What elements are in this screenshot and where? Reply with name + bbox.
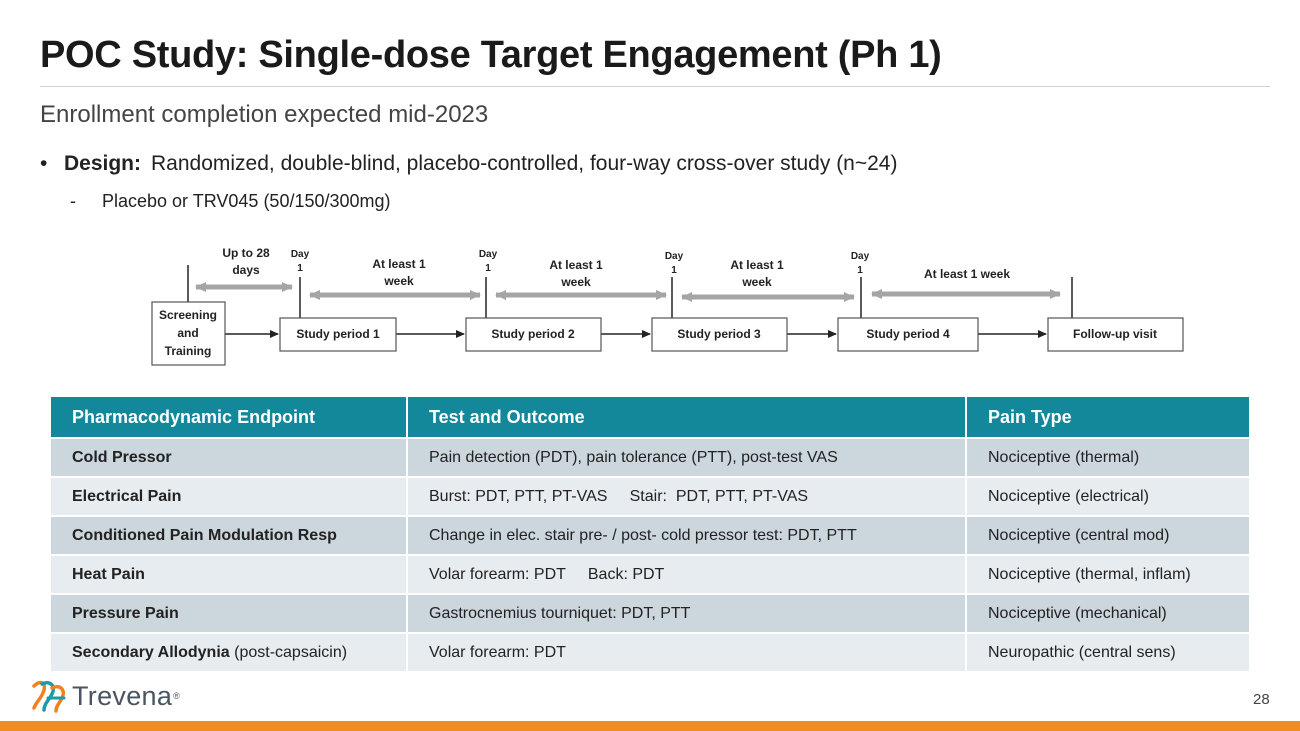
pain-type-cell: Neuropathic (central sens) bbox=[966, 633, 1249, 671]
day-label: 1 bbox=[671, 265, 677, 276]
slide-subtitle: Enrollment completion expected mid-2023 bbox=[40, 101, 489, 128]
test-cell: Change in elec. stair pre- / post- cold pressor test: PDT, PTT bbox=[407, 516, 966, 555]
upto-label: Up to 28 bbox=[222, 246, 270, 260]
slide-title: POC Study: Single-dose Target Engagement (Ph 1) bbox=[40, 34, 942, 76]
title-divider bbox=[40, 86, 1270, 87]
pain-type-cell: Nociceptive (electrical) bbox=[966, 477, 1249, 516]
gap-label: week bbox=[384, 274, 414, 288]
study-period-3-label: Study period 3 bbox=[677, 327, 761, 341]
follow-up-label: Follow-up visit bbox=[1073, 327, 1157, 341]
pain-type-cell: Nociceptive (central mod) bbox=[966, 516, 1249, 555]
test-cell: Volar forearm: PDT bbox=[407, 633, 966, 671]
test-cell: Volar forearm: PDT Back: PDT bbox=[407, 555, 966, 594]
study-timeline-diagram bbox=[130, 238, 1190, 373]
gap-label: week bbox=[742, 275, 772, 289]
endpoint-cell: Pressure Pain bbox=[51, 594, 407, 633]
endpoints-table bbox=[51, 397, 1249, 671]
design-text: Randomized, double-blind, placebo-controlled, four-way cross-over study (n~24) bbox=[151, 152, 898, 175]
logo-registered-mark: ® bbox=[173, 691, 180, 701]
bullet-marker: • bbox=[40, 152, 48, 175]
test-cell: Gastrocnemius tourniquet: PDT, PTT bbox=[407, 594, 966, 633]
footer-accent-bar bbox=[0, 721, 1300, 731]
upto-label: days bbox=[232, 263, 260, 277]
endpoint-cell: Secondary Allodynia (post-capsaicin) bbox=[51, 633, 407, 671]
day-label: Day bbox=[850, 251, 870, 262]
endpoint-cell: Heat Pain bbox=[51, 555, 407, 594]
day-label: 1 bbox=[485, 263, 491, 274]
design-sub-text: Placebo or TRV045 (50/150/300mg) bbox=[102, 191, 391, 211]
sub-bullet-dash: - bbox=[70, 191, 76, 211]
day-label: Day bbox=[290, 249, 310, 260]
gap-label: week bbox=[561, 275, 591, 289]
pain-type-cell: Nociceptive (mechanical) bbox=[966, 594, 1249, 633]
endpoint-cell: Cold Pressor bbox=[51, 438, 407, 477]
column-header: Pain Type bbox=[966, 397, 1249, 438]
endpoint-cell: Electrical Pain bbox=[51, 477, 407, 516]
table-header-row bbox=[51, 397, 1249, 438]
study-period-2-label: Study period 2 bbox=[491, 327, 575, 341]
gap-label: At least 1 bbox=[549, 258, 603, 272]
design-sub-bullet bbox=[70, 191, 391, 212]
table-row bbox=[51, 555, 1249, 594]
day-label: Day bbox=[478, 249, 498, 260]
screening-label: Training bbox=[164, 344, 212, 358]
table-row bbox=[51, 477, 1249, 516]
day-label: 1 bbox=[857, 265, 863, 276]
test-cell: Pain detection (PDT), pain tolerance (PTT), post-test VAS bbox=[407, 438, 966, 477]
design-label: Design: bbox=[64, 152, 142, 175]
logo-wordmark: Trevena bbox=[72, 680, 173, 711]
column-header: Pharmacodynamic Endpoint bbox=[51, 397, 407, 438]
test-cell: Burst: PDT, PTT, PT-VAS Stair: PDT, PTT, PT-VAS bbox=[407, 477, 966, 516]
table-row bbox=[51, 633, 1249, 671]
pain-type-cell: Nociceptive (thermal, inflam) bbox=[966, 555, 1249, 594]
study-period-1-label: Study period 1 bbox=[296, 327, 380, 341]
trevena-logo bbox=[30, 678, 180, 714]
study-period-4-label: Study period 4 bbox=[866, 327, 950, 341]
design-bullet bbox=[40, 152, 897, 176]
screening-label: and bbox=[177, 326, 199, 340]
gap-label: At least 1 bbox=[372, 257, 426, 271]
day-label: 1 bbox=[297, 263, 303, 274]
table-row bbox=[51, 438, 1249, 477]
gap-label: At least 1 bbox=[730, 258, 784, 272]
screening-label: Screening bbox=[158, 308, 218, 322]
day-label: Day bbox=[664, 251, 684, 262]
trevena-logo-icon bbox=[30, 678, 70, 714]
column-header: Test and Outcome bbox=[407, 397, 966, 438]
final-gap-label: At least 1 week bbox=[923, 267, 1011, 281]
pain-type-cell: Nociceptive (thermal) bbox=[966, 438, 1249, 477]
table-row bbox=[51, 594, 1249, 633]
endpoint-cell: Conditioned Pain Modulation Resp bbox=[51, 516, 407, 555]
page-number: 28 bbox=[1253, 691, 1270, 708]
table-row bbox=[51, 516, 1249, 555]
